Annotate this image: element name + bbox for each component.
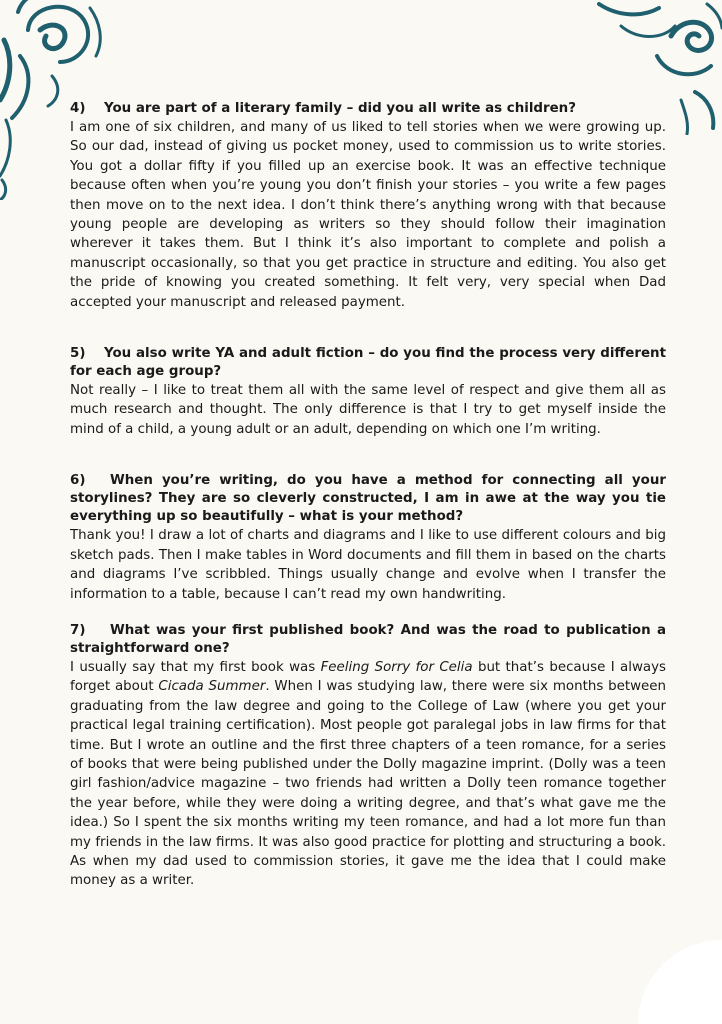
question-heading bbox=[70, 472, 666, 526]
question-number: 4) bbox=[70, 101, 86, 116]
qa-section-7 bbox=[70, 622, 666, 891]
answer-paragraph: Thank you! I draw a lot of charts and diagrams and I like to use different colours and big sketch pads. Then I make tables in Word documents and fill them in based on the charts and diagrams I’ve scribbled. Things usually change and evolve when I transfer the information to a table, because I can’t read my own handwriting. bbox=[70, 528, 666, 602]
qa-section-4 bbox=[70, 100, 666, 312]
question-text: When you’re writing, do you have a method for connecting all your storylines? They are so cleverly constructed, I am in awe at the way you tie everything up so beautifully – what is your method? bbox=[70, 473, 666, 525]
question-text: You are part of a literary family – did you all write as children? bbox=[104, 101, 576, 116]
answer-text: . When I was studying law, there were six months between graduating from the law degree and going to the College of Law (where you get your practical legal training certification). Most people got paralegal jobs in law firms for that time. But I wrote an outline and the first three chapters of a teen romance, for a series of books that were being published under the Dolly magazine imprint. (Dolly was a teen girl fashion/advice magazine – two friends had written a Dolly teen romance together the year before, while they were doing a writing degree, and that’s what gave me the idea.) So I spent the six months writing my teen romance, and had a lot more fun than my friends in the law firms. It was also good practice for plotting and structuring a book. As when my dad used to commission stories, it gave me the idea that I could make money as a writer. bbox=[70, 679, 666, 889]
interview-content bbox=[70, 100, 666, 891]
answer-text: I usually say that my first book was bbox=[70, 659, 321, 675]
question-number: 7) bbox=[70, 622, 86, 638]
answer-paragraph: I am one of six children, and many of us liked to tell stories when we were growing up. So our dad, instead of giving us pocket money, used to commission us to write stories. You got a dollar fifty if you filled up an exercise book. It was an effective technique because often when you’re young you don’t finish your stories – you write a few pages then move on to the next idea. I don’t think there’s anything wrong with that because young people are developing as writers so they should follow their imagination wherever it takes them. But I think it’s also important to complete and polish a manuscript occasionally, so that you get practice in structure and editing. You also get the pride of knowing you created something. It felt very, very special when Dad accepted your manuscript and released payment. bbox=[70, 120, 666, 310]
question-heading bbox=[70, 622, 666, 658]
question-heading bbox=[70, 345, 666, 381]
question-number: 6) bbox=[70, 473, 86, 489]
answer-paragraph bbox=[70, 658, 666, 891]
question-text: What was your first published book? And was the road to publication a straightforward one? bbox=[70, 622, 666, 656]
book-title: Cicada Summer bbox=[158, 679, 266, 695]
qa-section-6 bbox=[70, 472, 666, 604]
answer-text: but that’s because I always forget about bbox=[70, 659, 667, 695]
circle-decoration-bottom-right bbox=[632, 934, 722, 1024]
qa-section-5 bbox=[70, 345, 666, 439]
book-title: Feeling Sorry for Celia bbox=[320, 659, 473, 675]
answer-paragraph: Not really – I like to treat them all with the same level of respect and give them all as much research and thought. The only difference is that I try to get myself inside the mind of a child, a young adult or an adult, depending on which one I’m writing. bbox=[70, 383, 666, 437]
question-text: You also write YA and adult fiction – do you find the process very different for each age group? bbox=[70, 346, 666, 380]
question-heading bbox=[70, 100, 666, 118]
question-number: 5) bbox=[70, 346, 86, 362]
